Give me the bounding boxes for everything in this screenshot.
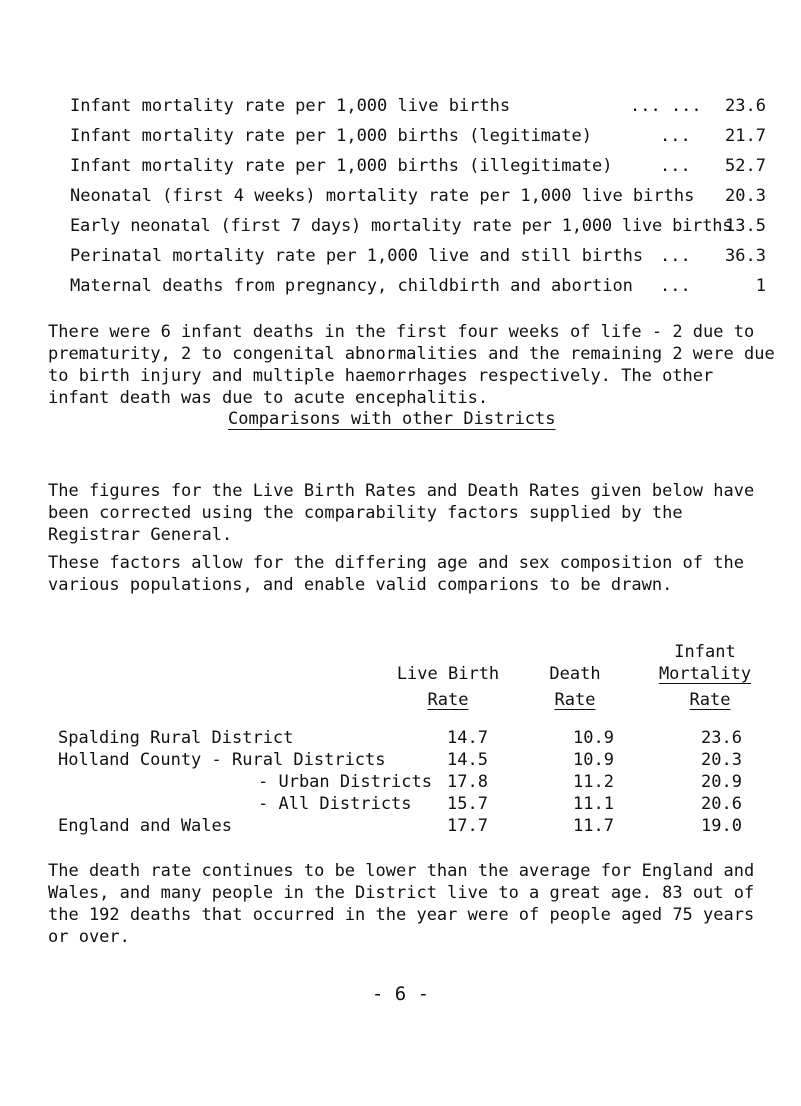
stat-value: 20.3 xyxy=(725,186,766,206)
table-row xyxy=(0,793,801,815)
live-birth-rate: 17.7 xyxy=(447,816,488,836)
stat-row xyxy=(70,91,770,121)
table-row xyxy=(0,771,801,793)
row-name: - All Districts xyxy=(258,794,412,814)
header-death-rate xyxy=(530,689,620,711)
stat-value: 23.6 xyxy=(725,96,766,116)
header-infant-line: Infant xyxy=(674,642,736,662)
section-heading: Comparisons with other Districts xyxy=(228,409,556,429)
infant-mortality-rate: 19.0 xyxy=(701,816,742,836)
table-row xyxy=(0,749,801,771)
death-rate: 10.9 xyxy=(573,750,614,770)
header-mortality-text: Mortality xyxy=(658,664,752,684)
row-name: Spalding Rural District xyxy=(58,728,294,748)
death-rate: 11.7 xyxy=(573,816,614,836)
stat-row xyxy=(70,241,770,271)
stat-leader-dots: ... xyxy=(660,156,691,176)
infant-mortality-rate: 20.9 xyxy=(701,772,742,792)
stat-label: Maternal deaths from pregnancy, childbirth and abortion xyxy=(70,276,633,296)
header-live-birth-rate xyxy=(383,689,513,711)
stat-leader-dots: ... xyxy=(660,276,691,296)
death-rate: 10.9 xyxy=(573,728,614,748)
stat-leader-dots: ... xyxy=(660,126,691,146)
stat-value: 52.7 xyxy=(725,156,766,176)
header-rate-text: Rate xyxy=(689,690,731,710)
live-birth-rate: 14.7 xyxy=(447,728,488,748)
stat-label: Neonatal (first 4 weeks) mortality rate per 1,000 live births xyxy=(70,186,695,206)
row-name: - Urban Districts xyxy=(258,772,432,792)
header-mortality xyxy=(650,663,760,685)
table-row xyxy=(0,815,801,837)
death-rate: 11.1 xyxy=(573,794,614,814)
live-birth-rate: 15.7 xyxy=(447,794,488,814)
row-name: Holland County - Rural Districts xyxy=(58,750,386,770)
stat-row xyxy=(70,181,770,211)
infant-mortality-rate: 20.3 xyxy=(701,750,742,770)
stat-value: 13.5 xyxy=(725,216,766,236)
live-birth-rate: 14.5 xyxy=(447,750,488,770)
page-number: - 6 - xyxy=(371,983,430,1005)
stat-value: 21.7 xyxy=(725,126,766,146)
stat-label: Early neonatal (first 7 days) mortality rate per 1,000 live births xyxy=(70,216,733,236)
paragraph-text: These factors allow for the differing age and sex composition of the various populations, and enable valid comparions to be drawn. xyxy=(48,553,744,595)
stat-row xyxy=(70,121,770,151)
header-death: Death xyxy=(549,664,601,684)
stat-label: Infant mortality rate per 1,000 live births xyxy=(70,96,511,116)
stat-label: Infant mortality rate per 1,000 births (illegitimate) xyxy=(70,156,613,176)
stat-row xyxy=(70,151,770,181)
mortality-stats-list xyxy=(70,91,770,301)
infant-mortality-rate: 20.6 xyxy=(701,794,742,814)
stat-row xyxy=(70,271,770,301)
death-rate-paragraph xyxy=(48,860,778,948)
header-live-birth: Live Birth xyxy=(396,664,500,684)
header-rate-text: Rate xyxy=(427,690,469,710)
figures-paragraph xyxy=(48,480,778,546)
row-name: England and Wales xyxy=(58,816,232,836)
stat-leader-dots: ... xyxy=(660,246,691,266)
infant-deaths-paragraph xyxy=(48,321,778,409)
header-infant-rate xyxy=(660,689,760,711)
stat-label: Perinatal mortality rate per 1,000 live and still births xyxy=(70,246,644,266)
stat-leader-dots: ... ... xyxy=(630,96,702,116)
stat-value: 36.3 xyxy=(725,246,766,266)
header-rate-text: Rate xyxy=(554,690,596,710)
paragraph-text: The figures for the Live Birth Rates and Death Rates given below have been corrected using the comparability factors supplied by the Registrar General. xyxy=(48,481,755,545)
paragraph-text: The death rate continues to be lower than the average for England and Wales, and many people in the District live to a great age. 83 out of the 192 deaths that occurred in the year were of people aged 75 years or over. xyxy=(48,861,755,947)
stat-row xyxy=(70,211,770,241)
death-rate: 11.2 xyxy=(573,772,614,792)
table-row xyxy=(0,727,801,749)
paragraph-text: There were 6 infant deaths in the first four weeks of life - 2 due to prematurity, 2 to congenital abnormalities and the remaining 2 were due to birth injury and multiple haemorrhages respectively. The other infant death was due to acute encephalitis. xyxy=(48,322,775,408)
stat-value: 1 xyxy=(755,276,766,296)
live-birth-rate: 17.8 xyxy=(447,772,488,792)
factors-paragraph xyxy=(48,552,778,596)
infant-mortality-rate: 23.6 xyxy=(701,728,742,748)
stat-label: Infant mortality rate per 1,000 births (legitimate) xyxy=(70,126,592,146)
